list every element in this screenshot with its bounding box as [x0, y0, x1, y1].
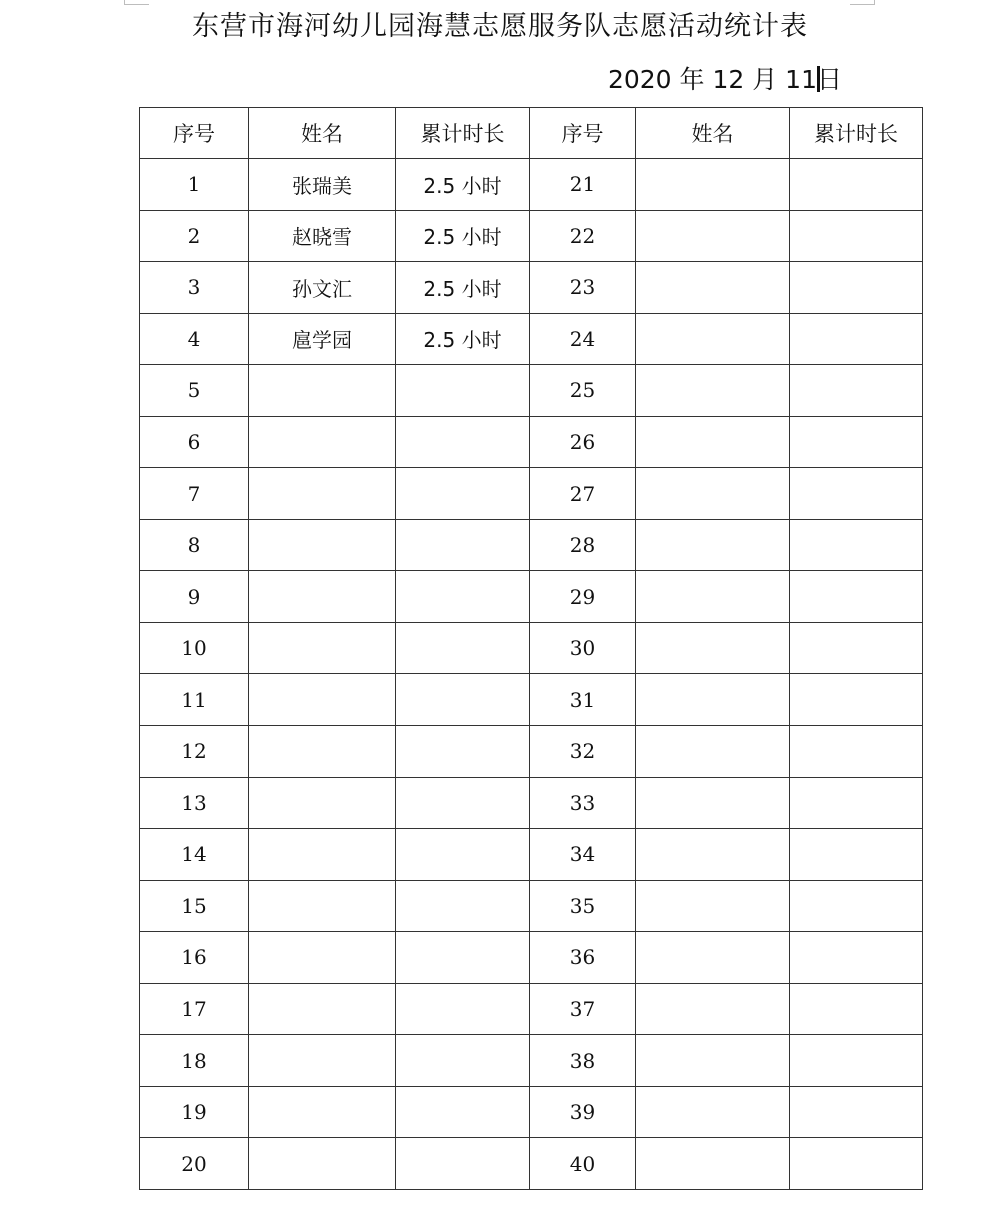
- hours-cell[interactable]: [396, 468, 530, 520]
- hours-cell[interactable]: [396, 571, 530, 623]
- name-cell[interactable]: [636, 932, 790, 984]
- hours-cell[interactable]: [396, 1138, 530, 1190]
- name-cell[interactable]: [249, 1035, 396, 1087]
- table-row: [140, 1138, 923, 1190]
- header-right-no: 序号: [530, 108, 636, 159]
- hours-cell[interactable]: [790, 674, 923, 726]
- serial-cell[interactable]: 10: [140, 622, 249, 674]
- header-left-no: 序号: [140, 108, 249, 159]
- hours-cell[interactable]: [790, 932, 923, 984]
- hours-cell[interactable]: [790, 262, 923, 314]
- table-row: [140, 468, 923, 520]
- name-cell[interactable]: [249, 932, 396, 984]
- name-cell[interactable]: [636, 1086, 790, 1138]
- serial-cell[interactable]: 34: [530, 829, 636, 881]
- page-corner-mark-right: [850, 0, 875, 5]
- table-row: [140, 571, 923, 623]
- name-cell[interactable]: [636, 571, 790, 623]
- serial-cell[interactable]: 38: [530, 1035, 636, 1087]
- document-date[interactable]: [560, 62, 842, 98]
- hours-cell[interactable]: [790, 1035, 923, 1087]
- serial-cell[interactable]: 9: [140, 571, 249, 623]
- table-row: [140, 1086, 923, 1138]
- hours-cell[interactable]: 2.5 小时: [396, 313, 530, 365]
- hours-cell[interactable]: [396, 983, 530, 1035]
- name-cell[interactable]: [636, 983, 790, 1035]
- serial-cell[interactable]: 5: [140, 365, 249, 417]
- table-row: [140, 210, 923, 262]
- name-cell[interactable]: [636, 829, 790, 881]
- hours-cell[interactable]: [396, 416, 530, 468]
- name-cell[interactable]: [249, 1086, 396, 1138]
- name-cell[interactable]: [249, 571, 396, 623]
- name-cell[interactable]: 张瑞美: [249, 159, 396, 211]
- table-row: [140, 159, 923, 211]
- name-cell[interactable]: [636, 365, 790, 417]
- name-cell[interactable]: [636, 519, 790, 571]
- hours-cell[interactable]: 2.5 小时: [396, 210, 530, 262]
- name-cell[interactable]: 赵晓雪: [249, 210, 396, 262]
- serial-cell[interactable]: 2: [140, 210, 249, 262]
- name-cell[interactable]: [249, 777, 396, 829]
- serial-cell[interactable]: 37: [530, 983, 636, 1035]
- serial-cell[interactable]: 30: [530, 622, 636, 674]
- name-cell[interactable]: [249, 1138, 396, 1190]
- table-row: [140, 262, 923, 314]
- name-cell[interactable]: [249, 519, 396, 571]
- name-cell[interactable]: [636, 1138, 790, 1190]
- serial-cell[interactable]: 35: [530, 880, 636, 932]
- hours-cell[interactable]: [790, 829, 923, 881]
- hours-cell[interactable]: [396, 932, 530, 984]
- hours-cell[interactable]: 2.5 小时: [396, 159, 530, 211]
- hours-cell[interactable]: [790, 880, 923, 932]
- serial-cell[interactable]: 11: [140, 674, 249, 726]
- hours-cell[interactable]: [396, 519, 530, 571]
- hours-cell[interactable]: [790, 365, 923, 417]
- table-row: [140, 365, 923, 417]
- name-cell[interactable]: [249, 365, 396, 417]
- serial-cell[interactable]: 8: [140, 519, 249, 571]
- hours-cell[interactable]: [790, 468, 923, 520]
- serial-cell[interactable]: 24: [530, 313, 636, 365]
- page-corner-mark-left: [124, 0, 149, 5]
- date-text: 2020 年 12 月 11: [607, 65, 817, 94]
- serial-cell[interactable]: 21: [530, 159, 636, 211]
- hours-cell[interactable]: [396, 829, 530, 881]
- name-cell[interactable]: [636, 880, 790, 932]
- name-cell[interactable]: [249, 622, 396, 674]
- name-cell[interactable]: [249, 880, 396, 932]
- header-left-name: 姓名: [249, 108, 396, 159]
- hours-cell[interactable]: [790, 983, 923, 1035]
- table-row: [140, 416, 923, 468]
- name-cell[interactable]: [249, 674, 396, 726]
- name-cell[interactable]: [249, 468, 396, 520]
- serial-cell[interactable]: 6: [140, 416, 249, 468]
- table-row: [140, 880, 923, 932]
- name-cell[interactable]: [249, 416, 396, 468]
- name-cell[interactable]: [636, 313, 790, 365]
- serial-cell[interactable]: 13: [140, 777, 249, 829]
- header-right-name: 姓名: [636, 108, 790, 159]
- serial-cell[interactable]: 14: [140, 829, 249, 881]
- serial-cell[interactable]: 17: [140, 983, 249, 1035]
- hours-cell[interactable]: 2.5 小时: [396, 262, 530, 314]
- table-row: [140, 674, 923, 726]
- hours-cell[interactable]: [396, 365, 530, 417]
- hours-cell[interactable]: [396, 1035, 530, 1087]
- hours-cell[interactable]: [790, 159, 923, 211]
- table-body: [140, 159, 923, 1190]
- hours-cell[interactable]: [790, 571, 923, 623]
- table-row: [140, 726, 923, 778]
- serial-cell[interactable]: 26: [530, 416, 636, 468]
- serial-cell[interactable]: 25: [530, 365, 636, 417]
- serial-cell[interactable]: 36: [530, 932, 636, 984]
- name-cell[interactable]: [636, 468, 790, 520]
- date-suffix: 日: [816, 65, 842, 94]
- hours-cell[interactable]: [790, 622, 923, 674]
- hours-cell[interactable]: [790, 1086, 923, 1138]
- serial-cell[interactable]: 32: [530, 726, 636, 778]
- hours-cell[interactable]: [790, 416, 923, 468]
- table-row: [140, 829, 923, 881]
- name-cell[interactable]: [249, 983, 396, 1035]
- serial-cell[interactable]: 40: [530, 1138, 636, 1190]
- hours-cell[interactable]: [790, 313, 923, 365]
- table-row: [140, 932, 923, 984]
- serial-cell[interactable]: 20: [140, 1138, 249, 1190]
- hours-cell[interactable]: [790, 519, 923, 571]
- serial-cell[interactable]: 12: [140, 726, 249, 778]
- hours-cell[interactable]: [790, 726, 923, 778]
- serial-cell[interactable]: 27: [530, 468, 636, 520]
- serial-cell[interactable]: 19: [140, 1086, 249, 1138]
- header-right-hours: 累计时长: [790, 108, 923, 159]
- serial-cell[interactable]: 22: [530, 210, 636, 262]
- volunteer-stats-table: [139, 107, 923, 1190]
- name-cell[interactable]: [636, 1035, 790, 1087]
- table-row: [140, 622, 923, 674]
- serial-cell[interactable]: 33: [530, 777, 636, 829]
- serial-cell[interactable]: 15: [140, 880, 249, 932]
- hours-cell[interactable]: [790, 1138, 923, 1190]
- name-cell[interactable]: [636, 210, 790, 262]
- table-row: [140, 777, 923, 829]
- table-row: [140, 313, 923, 365]
- table-row: [140, 1035, 923, 1087]
- hours-cell[interactable]: [396, 880, 530, 932]
- serial-cell[interactable]: 7: [140, 468, 249, 520]
- hours-cell[interactable]: [396, 726, 530, 778]
- header-left-hours: 累计时长: [396, 108, 530, 159]
- hours-cell[interactable]: [790, 777, 923, 829]
- hours-cell[interactable]: [396, 777, 530, 829]
- serial-cell[interactable]: 16: [140, 932, 249, 984]
- name-cell[interactable]: [636, 674, 790, 726]
- header-row: [140, 108, 923, 159]
- hours-cell[interactable]: [396, 1086, 530, 1138]
- table-row: [140, 983, 923, 1035]
- serial-cell[interactable]: 1: [140, 159, 249, 211]
- hours-cell[interactable]: [396, 674, 530, 726]
- hours-cell[interactable]: [790, 210, 923, 262]
- name-cell[interactable]: [636, 159, 790, 211]
- serial-cell[interactable]: 18: [140, 1035, 249, 1087]
- name-cell[interactable]: [636, 262, 790, 314]
- serial-cell[interactable]: 3: [140, 262, 249, 314]
- table-row: [140, 519, 923, 571]
- name-cell[interactable]: [636, 416, 790, 468]
- serial-cell[interactable]: 29: [530, 571, 636, 623]
- serial-cell[interactable]: 28: [530, 519, 636, 571]
- name-cell[interactable]: [636, 777, 790, 829]
- name-cell[interactable]: [636, 622, 790, 674]
- document-title: 东营市海河幼儿园海慧志愿服务队志愿活动统计表: [192, 11, 808, 42]
- serial-cell[interactable]: 39: [530, 1086, 636, 1138]
- hours-cell[interactable]: [396, 622, 530, 674]
- name-cell[interactable]: [249, 726, 396, 778]
- name-cell[interactable]: [636, 726, 790, 778]
- name-cell[interactable]: 孙文汇: [249, 262, 396, 314]
- serial-cell[interactable]: 23: [530, 262, 636, 314]
- serial-cell[interactable]: 4: [140, 313, 249, 365]
- serial-cell[interactable]: 31: [530, 674, 636, 726]
- name-cell[interactable]: 扈学园: [249, 313, 396, 365]
- name-cell[interactable]: [249, 829, 396, 881]
